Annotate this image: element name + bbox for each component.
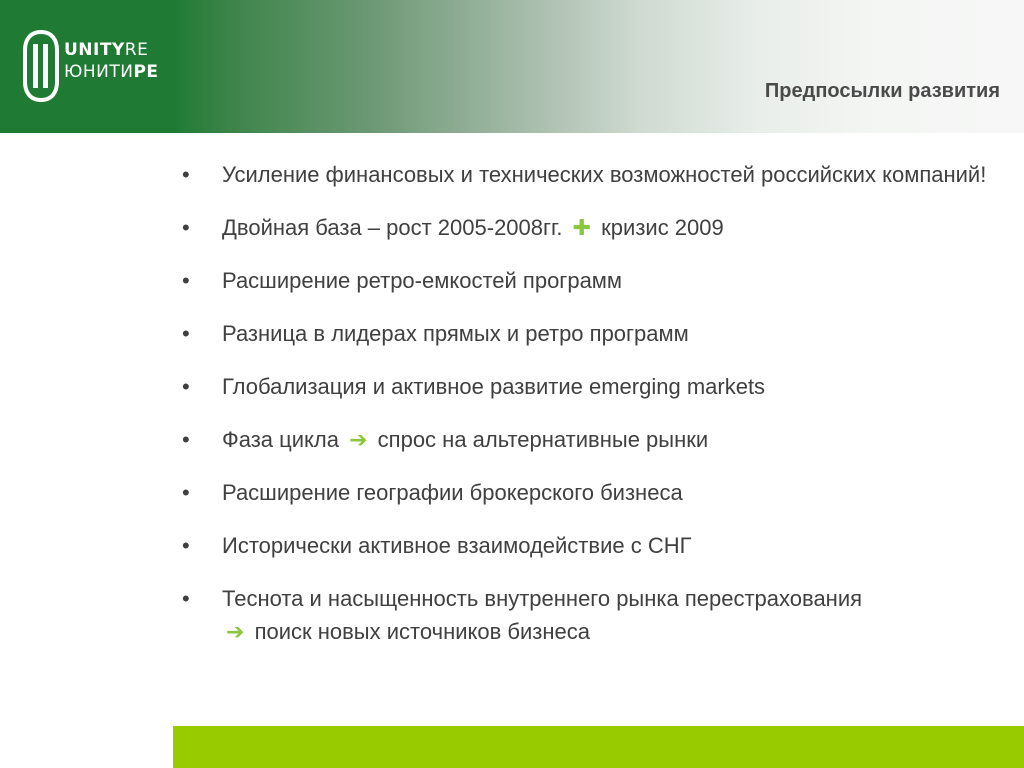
bullet-item: [182, 370, 1002, 403]
logo-mark-icon: [22, 30, 60, 102]
bullet-dot: •: [182, 586, 190, 611]
bullet-text: Расширение географии брокерского бизнеса: [222, 480, 683, 505]
bullet-text: кризис 2009: [601, 215, 724, 240]
slide-content: [182, 158, 1002, 668]
bullet-dot: •: [182, 480, 190, 505]
logo-text-latin: UNITYRE: [64, 40, 149, 60]
bullet-dot: •: [182, 215, 190, 240]
bullet-item: [182, 423, 1002, 456]
bullet-text: Усиление финансовых и технических возможностей российских компаний!: [222, 162, 987, 187]
bullet-item: [182, 582, 1002, 648]
page-title: Предпосылки развития: [764, 80, 1000, 102]
bullet-item: [182, 211, 1002, 244]
bullet-text: Расширение ретро-емкостей программ: [222, 268, 623, 293]
bullet-dot: •: [182, 268, 190, 293]
bullet-item: [182, 476, 1002, 509]
bullet-text: Исторически активное взаимодействие с СНГ: [222, 533, 692, 558]
footer-band: [173, 726, 1024, 768]
plus-icon: ✚: [572, 215, 592, 240]
bullet-text: Разница в лидерах прямых и ретро программ: [222, 321, 689, 346]
bullet-item: [182, 317, 1002, 350]
bullet-dot: •: [182, 374, 190, 399]
bullet-list: [182, 158, 1002, 648]
company-logo: [22, 30, 162, 102]
bullet-text: Глобализация и активное развитие emerging markets: [222, 374, 766, 399]
bullet-item: [182, 529, 1002, 562]
bullet-item: [182, 158, 1002, 191]
arrow-right-icon: ➔: [349, 427, 368, 452]
bullet-dot: •: [182, 533, 190, 558]
bullet-text: Двойная база – рост 2005-2008гг.: [222, 215, 563, 240]
bullet-dot: •: [182, 427, 190, 452]
bullet-dot: •: [182, 321, 190, 346]
bullet-text: поиск новых источников бизнеса: [254, 619, 591, 644]
bullet-text: спрос на альтернативные рынки: [377, 427, 709, 452]
bullet-text: Теснота и насыщенность внутреннего рынка перестрахования: [222, 586, 863, 611]
header-band: [0, 0, 1024, 133]
bullet-dot: •: [182, 162, 190, 187]
logo-text-cyrillic: ЮНИТИРЕ: [64, 62, 159, 82]
bullet-text: Фаза цикла: [222, 427, 339, 452]
bullet-item: [182, 264, 1002, 297]
arrow-right-icon: ➔: [226, 619, 245, 644]
